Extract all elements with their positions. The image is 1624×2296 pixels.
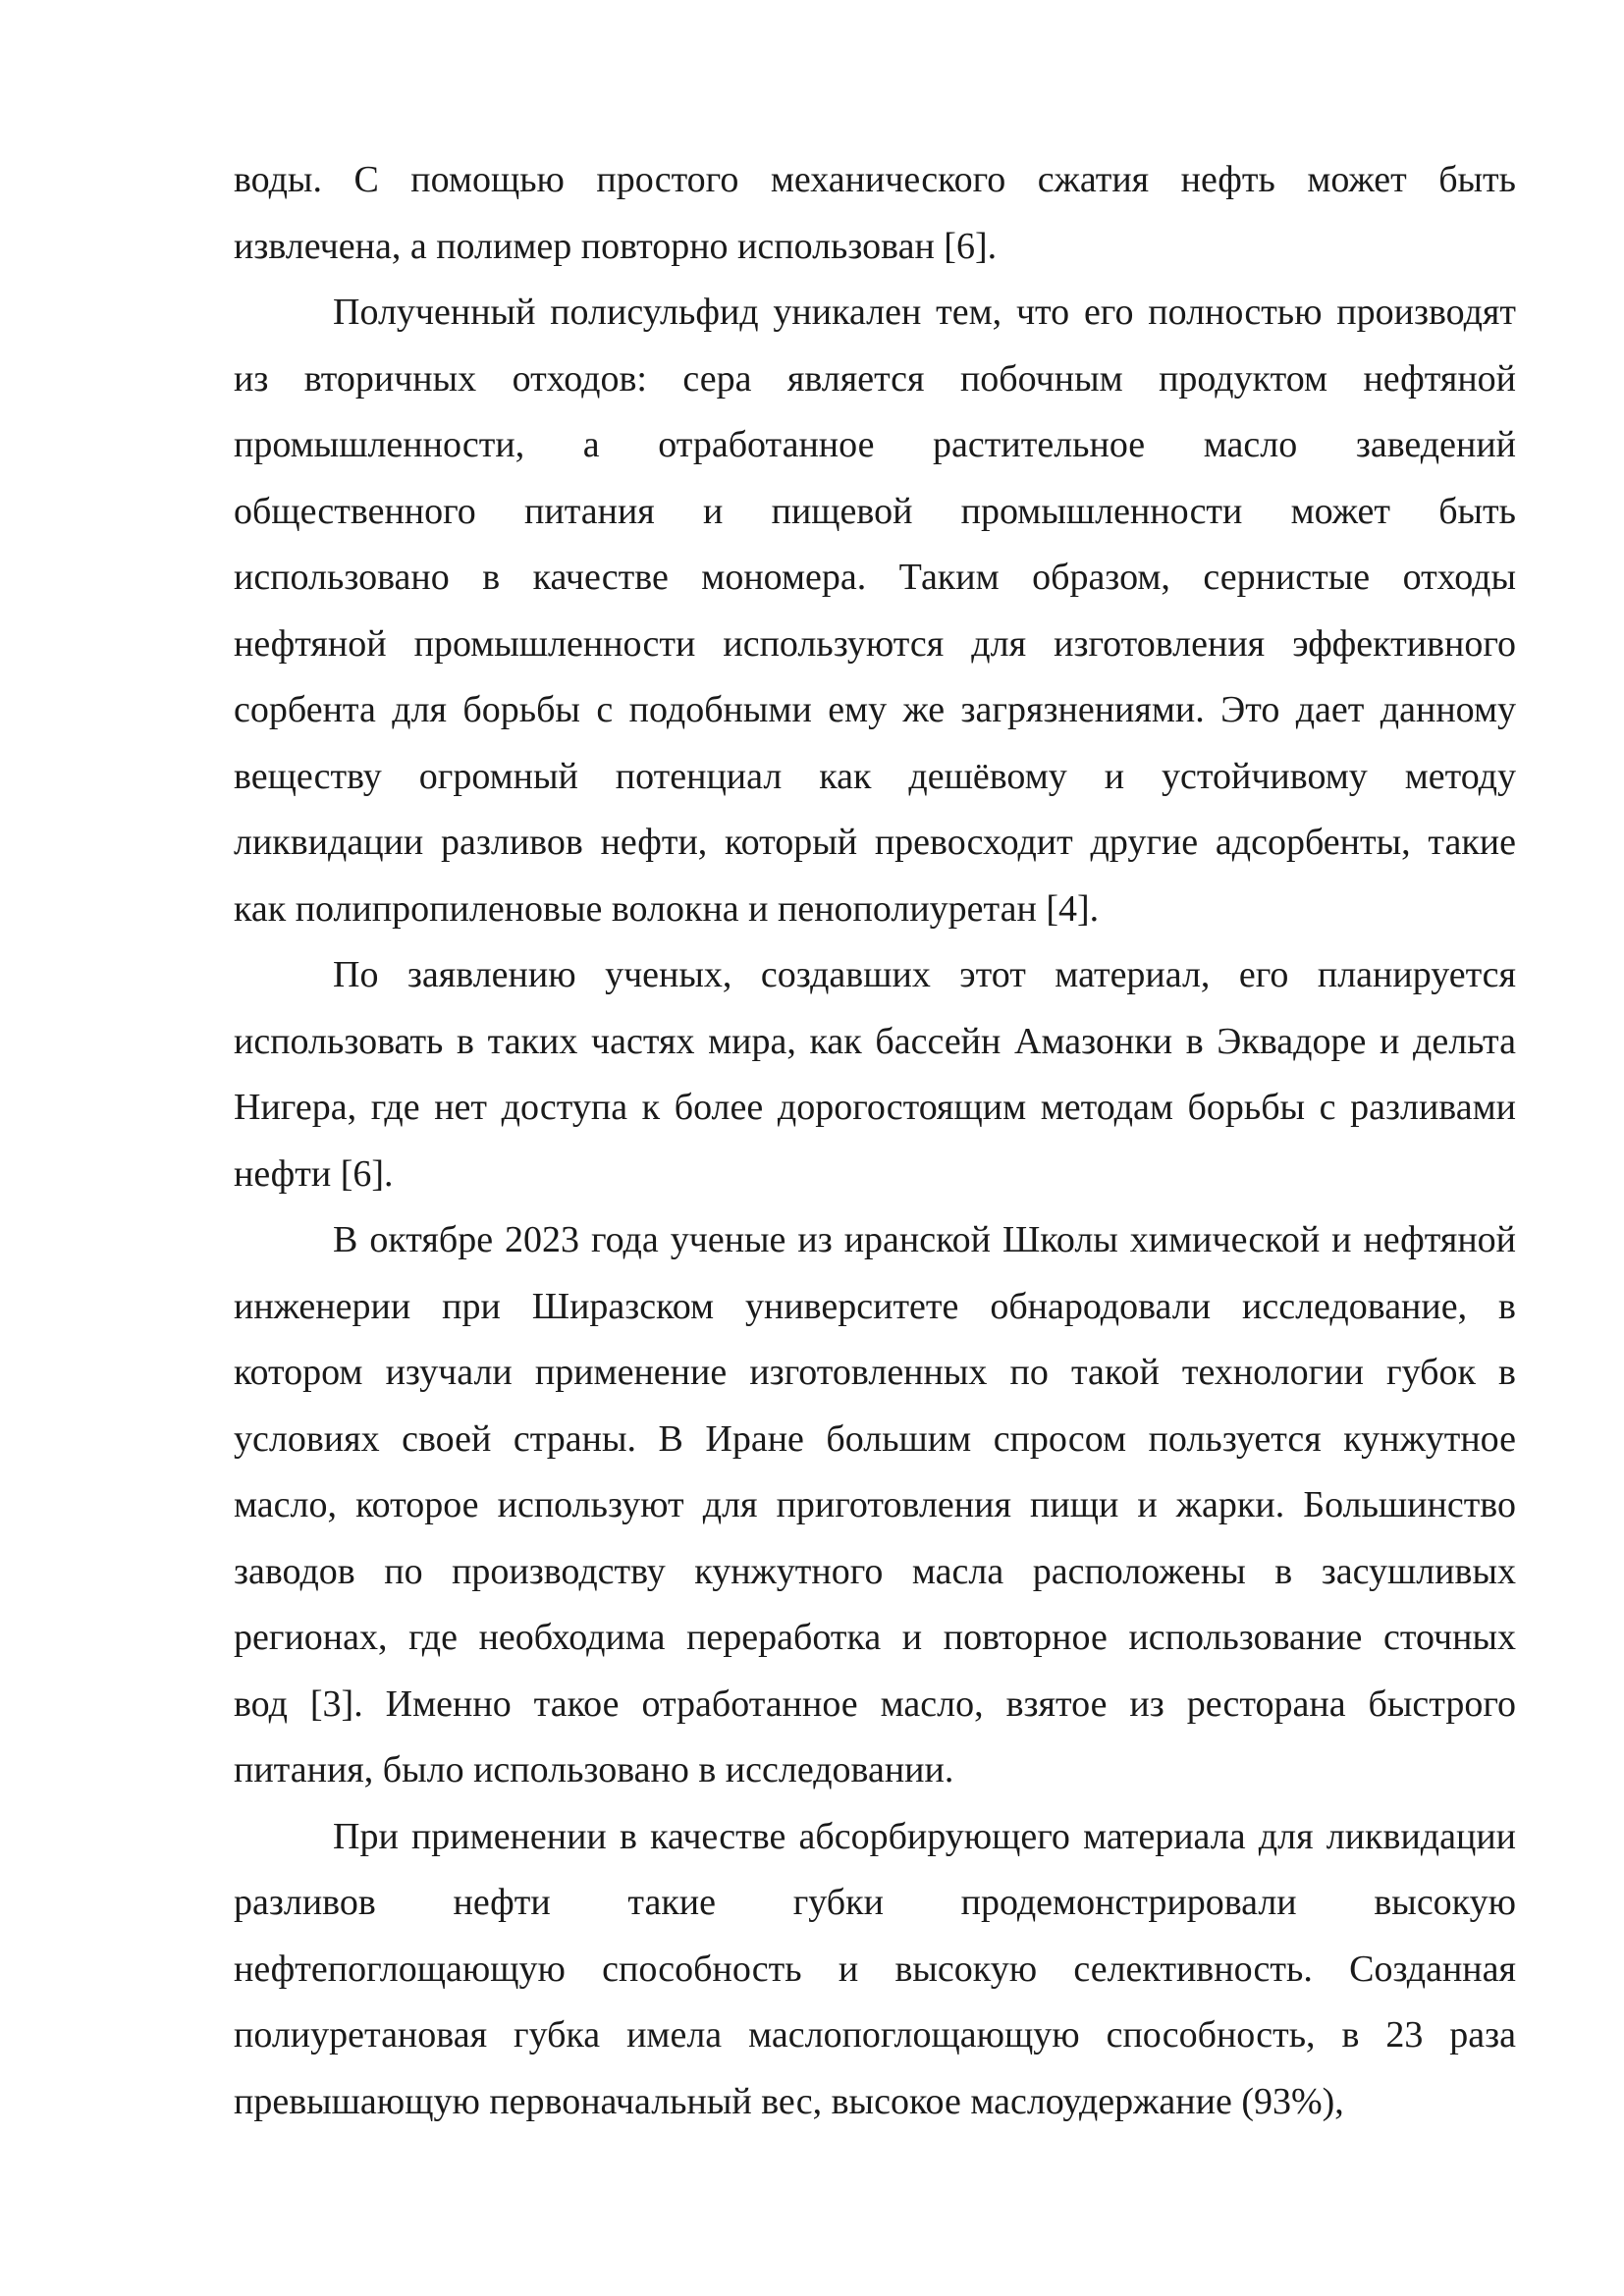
text-line: промышленности, а отработанное растительное масло заведений	[234, 424, 1516, 465]
text-line: использовать в таких частях мира, как бассейн Амазонки в Эквадоре и дельта	[234, 1020, 1516, 1062]
text-line: инженерии при Ширазском университете обнародовали исследование, в	[234, 1285, 1516, 1327]
text-line: полиуретановая губка имела маслопоглощающую способность, в 23 раза	[234, 2014, 1516, 2056]
text-line: сорбента для борьбы с подобными ему же загрязнениями. Это дает данному	[234, 689, 1516, 730]
text-line: ликвидации разливов нефти, который превосходит другие адсорбенты, такие	[234, 822, 1516, 863]
text-line: При применении в качестве абсорбирующего материала для ликвидации	[333, 1815, 1516, 1857]
text-line: превышающую первоначальный вес, высокое маслоудержание (93%),	[234, 2080, 1344, 2122]
text-line: использовано в качестве мономера. Таким образом, сернистые отходы	[234, 557, 1516, 598]
text-line: извлечена, а полимер повторно использован [6].	[234, 225, 998, 267]
text-line: разливов нефти такие губки продемонстрировали высокую	[234, 1882, 1516, 1923]
text-line: Полученный полисульфид уникален тем, что его полностью производят	[333, 292, 1516, 333]
text-line: масло, которое используют для приготовления пищи и жарки. Большинство	[234, 1484, 1516, 1525]
text-line: По заявлению ученых, создавших этот материал, его планируется	[333, 954, 1516, 995]
document-page	[234, 147, 1516, 2135]
text-line: вод [3]. Именно такое отработанное масло, взятое из ресторана быстрого	[234, 1682, 1516, 1725]
text-line: условиях своей страны. В Иране большим спросом пользуется кунжутное	[234, 1417, 1516, 1460]
paragraph-3	[234, 942, 1516, 1207]
text-line: нефтепоглощающую способность и высокую селективность. Созданная	[234, 1948, 1516, 1990]
text-line: из вторичных отходов: сера является побочным продуктом нефтяной	[234, 357, 1516, 400]
text-line: питания, было использовано в исследовании.	[234, 1749, 954, 1790]
text-line: Нигера, где нет доступа к более дорогостоящим методам борьбы с разливами	[234, 1087, 1516, 1128]
paragraph-2	[234, 280, 1516, 942]
text-line: как полипропиленовые волокна и пенополиуретан [4].	[234, 887, 1100, 930]
text-line: заводов по производству кунжутного масла расположены в засушливых	[234, 1550, 1516, 1592]
text-line: нефти [6].	[234, 1152, 394, 1195]
text-line: котором изучали применение изготовленных по такой технологии губок в	[234, 1352, 1516, 1393]
text-line: веществу огромный потенциал как дешёвому и устойчивому методу	[234, 755, 1516, 797]
text-line: регионах, где необходима переработка и повторное использование сточных	[234, 1617, 1516, 1658]
paragraph-4	[234, 1207, 1516, 1804]
text-line: В октябре 2023 года ученые из иранской Школы химической и нефтяной	[333, 1219, 1516, 1260]
text-line: воды. С помощью простого механического сжатия нефть может быть	[234, 159, 1516, 200]
paragraph-5	[234, 1804, 1516, 2136]
text-line: нефтяной промышленности используются для изготовления эффективного	[234, 622, 1516, 665]
paragraph-1	[234, 147, 1516, 280]
text-line: общественного питания и пищевой промышленности может быть	[234, 490, 1516, 532]
